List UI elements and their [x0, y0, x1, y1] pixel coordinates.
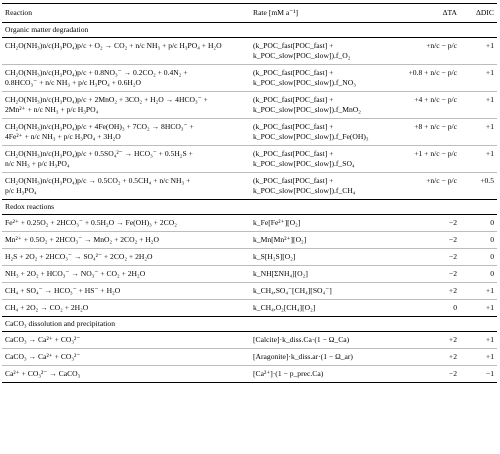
rate-cell [250, 266, 400, 283]
rate-cell [250, 215, 400, 232]
reaction-cell [2, 173, 250, 200]
delta-ta-cell: −2 [448, 218, 457, 227]
rate-cell [250, 249, 400, 266]
rate-cell [250, 349, 400, 366]
table-header-row [2, 4, 497, 23]
table-row [2, 349, 497, 366]
delta-ta-cell: +1 + n/c − p/c [414, 149, 457, 158]
delta-dic-cell: +1 [485, 41, 494, 50]
delta-ta-cell: −2 [448, 369, 457, 378]
section-title: CaCO₃ dissolution and precipitation [5, 319, 116, 328]
rate-line: k_Fe[Fe²⁺][O₂] [253, 218, 301, 227]
reactions-table [2, 3, 497, 383]
reaction-line: CH₄ + 2O₂ → CO₂ + 2H₂O [5, 303, 89, 312]
table-row [2, 232, 497, 249]
delta-dic-cell: +1 [485, 286, 494, 295]
rate-line: (k_POC_fast[POC_fast] + [253, 149, 334, 158]
rate-line: (k_POC_fast[POC_fast] + [253, 68, 334, 77]
rate-cell [250, 92, 400, 119]
reaction-line: CH₂O(NH₃)n/c(H₃PO₄)p/c + 0.8NO₃⁻ → 0.2CO₂ + 0.4N₂ + [5, 68, 188, 77]
rate-line: [Calcite]·k_diss.Ca·(1 − Ω_Ca) [253, 335, 350, 344]
delta-dic-cell: +1 [485, 95, 494, 104]
delta-dic-cell: −1 [485, 369, 494, 378]
rate-line: k_CH₄,O₂[CH₄][O₂] [253, 303, 316, 312]
rate-line: k_POC_slow[POC_slow]).f_SO₄ [253, 159, 355, 168]
delta-ta-cell: +2 [448, 335, 457, 344]
reaction-cell [2, 65, 250, 92]
delta-ta-cell: −2 [448, 252, 457, 261]
table-row [2, 366, 497, 383]
section-header-row [2, 23, 497, 38]
table-row [2, 173, 497, 200]
reaction-line: CaCO₃ → Ca²⁺ + CO₃²⁻ [5, 335, 81, 344]
delta-ta-cell: +2 [448, 352, 457, 361]
table-row [2, 65, 497, 92]
reaction-cell [2, 232, 250, 249]
reaction-cell [2, 119, 250, 146]
header-delta-ta: ΔTA [442, 8, 457, 17]
reaction-line: p/c H₃PO₄ [5, 186, 37, 195]
rate-cell [250, 332, 400, 349]
reaction-line: CH₄ + SO₄⁻ → HCO₃⁻ + HS⁻ + H₂O [5, 286, 121, 295]
delta-dic-cell: +1 [485, 303, 494, 312]
delta-dic-cell: 0 [490, 269, 494, 278]
section-title: Redox reactions [5, 202, 55, 211]
delta-dic-cell: +0.5 [480, 176, 494, 185]
rate-line: (k_POC_fast[POC_fast] + [253, 122, 334, 131]
delta-ta-cell: +n/c − p/c [426, 176, 457, 185]
delta-dic-cell: 0 [490, 218, 494, 227]
reaction-line: Mn²⁺ + 0.5O₂ + 2HCO₃⁻ → MnO₂ + 2CO₂ + H₂O [5, 235, 159, 244]
header-rate: Rate [mM a⁻¹] [253, 8, 299, 17]
table-row [2, 92, 497, 119]
reaction-cell [2, 300, 250, 317]
rate-line: [Aragonite]·k_diss.ar·(1 − Ω_ar) [253, 352, 353, 361]
rate-line: k_POC_slow[POC_slow]).f_MnO₂ [253, 105, 361, 114]
rate-line: k_Mn[Mn²⁺][O₂] [253, 235, 307, 244]
rate-cell [250, 65, 400, 92]
table-row [2, 215, 497, 232]
table-row [2, 146, 497, 173]
table-row [2, 283, 497, 300]
delta-dic-cell: 0 [490, 252, 494, 261]
delta-dic-cell: 0 [490, 235, 494, 244]
section-header-row [2, 200, 497, 215]
reaction-cell [2, 283, 250, 300]
delta-ta-cell: −2 [448, 269, 457, 278]
rate-cell [250, 283, 400, 300]
delta-ta-cell: +2 [448, 286, 457, 295]
delta-dic-cell: +1 [485, 122, 494, 131]
rate-line: k_POC_slow[POC_slow]).f_Fe(OH)₃ [253, 132, 369, 141]
reaction-cell [2, 366, 250, 383]
reaction-line: CH₂O(NH₃)n/c(H₃PO₄)p/c + 0.5SO₄²⁻ → HCO₃⁻ + 0.5H₂S + [5, 149, 193, 158]
reaction-line: CH₂O(NH₃)n/c(H₃PO₄)p/c + 2MnO₂ + 3CO₂ + H₂O → 4HCO₃⁻ + [5, 95, 208, 104]
reaction-cell [2, 38, 250, 65]
header-reaction: Reaction [5, 8, 32, 17]
reaction-line: CaCO₃ → Ca²⁺ + CO₃²⁻ [5, 352, 81, 361]
table-row [2, 249, 497, 266]
table-row [2, 300, 497, 317]
rate-cell [250, 119, 400, 146]
delta-ta-cell: +8 + n/c − p/c [414, 122, 457, 131]
reaction-line: Fe²⁺ + 0.25O₂ + 2HCO₃⁻ + 0.5H₂O → Fe(OH)₃ + 2CO₂ [5, 218, 177, 227]
rate-cell [250, 146, 400, 173]
reaction-cell [2, 266, 250, 283]
reaction-cell [2, 92, 250, 119]
reaction-line: Ca²⁺ + CO₃²⁻ → CaCO₃ [5, 369, 81, 378]
delta-ta-cell: +n/c − p/c [426, 41, 457, 50]
rate-line: k_CH₄,SO₄⁻[CH₄][SO₄⁻] [253, 286, 332, 295]
rate-line: (k_POC_fast[POC_fast] + [253, 41, 334, 50]
reaction-line: H₂S + 2O₂ + 2HCO₃⁻ → SO₄²⁻ + 2CO₂ + 2H₂O [5, 252, 153, 261]
delta-ta-cell: −2 [448, 235, 457, 244]
table-row [2, 119, 497, 146]
reaction-line: CH₂O(NH₃)n/c(H₃PO₄)p/c + O₂ → CO₂ + n/c NH₃ + p/c H₃PO₄ + H₂O [5, 41, 222, 50]
rate-line: k_NH[ΣNH₄][O₂] [253, 269, 308, 278]
section-title: Organic matter degradation [5, 25, 89, 34]
rate-line: k_S[H₂S][O₂] [253, 252, 296, 261]
reaction-line: CH₂O(NH₃)n/c(H₃PO₄)p/c + 4Fe(OH)₃ + 7CO₂ → 8HCO₃⁻ + [5, 122, 194, 131]
rate-line: k_POC_slow[POC_slow]).f_CH₄ [253, 186, 356, 195]
table-body [2, 23, 497, 383]
table-row [2, 332, 497, 349]
reaction-line: 4Fe²⁺ + n/c NH₃ + p/c H₃PO₄ + 3H₂O [5, 132, 121, 141]
reaction-cell [2, 349, 250, 366]
delta-dic-cell: +1 [485, 149, 494, 158]
delta-ta-cell: 0 [453, 303, 457, 312]
delta-ta-cell: +0.8 + n/c − p/c [408, 68, 457, 77]
reaction-line: CH₂O(NH₃)n/c(H₃PO₄)p/c → 0.5CO₂ + 0.5CH₄ + n/c NH₃ + [5, 176, 191, 185]
reaction-cell [2, 249, 250, 266]
section-header-row [2, 317, 497, 332]
delta-ta-cell: +4 + n/c − p/c [414, 95, 457, 104]
rate-line: [Ca²⁺]·(1 − p_prec.Ca) [253, 369, 324, 378]
reaction-cell [2, 146, 250, 173]
header-delta-dic: ΔDIC [476, 8, 494, 17]
reaction-line: 0.8HCO₃⁻ + n/c NH₃ + p/c H₃PO₄ + 0.6H₂O [5, 78, 141, 87]
rate-line: (k_POC_fast[POC_fast] + [253, 176, 334, 185]
reaction-line: n/c NH₃ + p/c H₃PO₄ [5, 159, 70, 168]
rate-cell [250, 366, 400, 383]
delta-dic-cell: +1 [485, 335, 494, 344]
reaction-cell [2, 215, 250, 232]
delta-dic-cell: +1 [485, 68, 494, 77]
reaction-cell [2, 332, 250, 349]
rate-line: k_POC_slow[POC_slow]).f_O₂ [253, 51, 351, 60]
delta-dic-cell: +1 [485, 352, 494, 361]
rate-line: k_POC_slow[POC_slow]).f_NO₃ [253, 78, 356, 87]
rate-cell [250, 232, 400, 249]
reaction-line: NH₃ + 2O₂ + HCO₃⁻ → NO₃⁻ + CO₂ + 2H₂O [5, 269, 146, 278]
table-row [2, 38, 497, 65]
reaction-line: 2Mn²⁺ + n/c NH₃ + p/c H₃PO₄ [5, 105, 99, 114]
rate-cell [250, 300, 400, 317]
rate-line: (k_POC_fast[POC_fast] + [253, 95, 334, 104]
table-row [2, 266, 497, 283]
rate-cell [250, 38, 400, 65]
rate-cell [250, 173, 400, 200]
